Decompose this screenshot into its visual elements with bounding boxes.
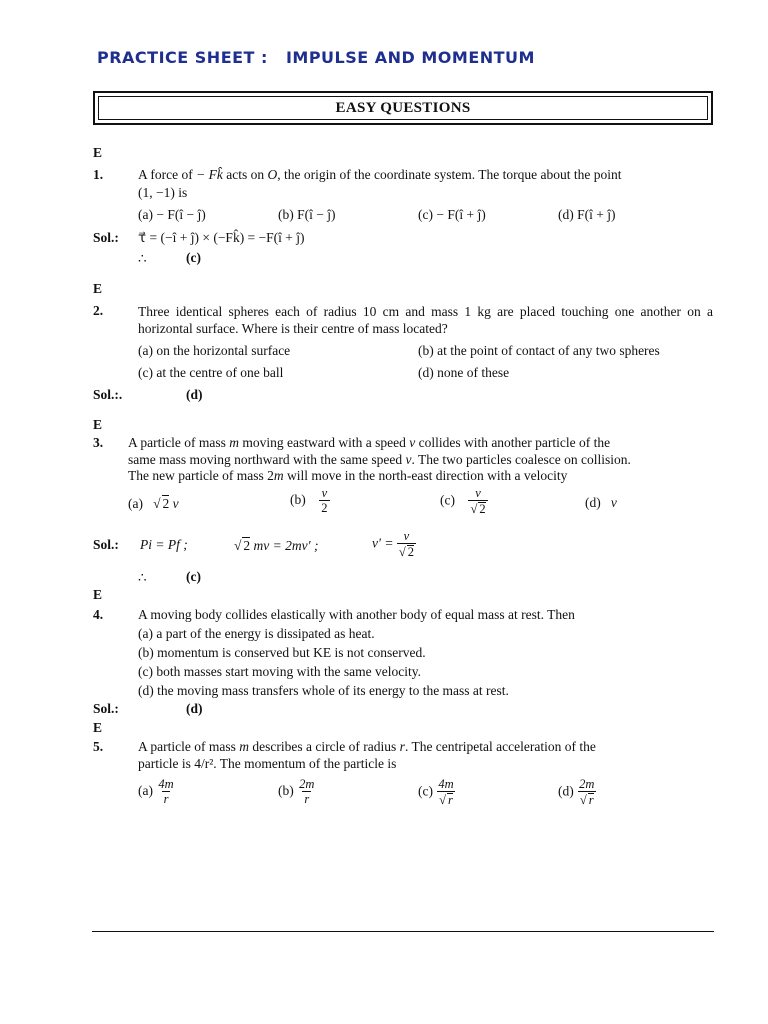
answer: (c) <box>186 569 201 584</box>
level-label: E <box>93 145 103 160</box>
section-title: EASY QUESTIONS <box>98 96 708 120</box>
option-d: (d) $\frac{2m}{√ r}$ <box>558 777 595 807</box>
question-text-line1: A particle of mass m describes a circle of radius r. The centripetal acceleration of the <box>138 739 596 754</box>
option-c: (c) both masses start moving with the same velocity. <box>138 664 421 679</box>
question-number: 2. <box>93 303 104 318</box>
page-title <box>97 48 535 67</box>
level-label: E <box>93 720 103 735</box>
question-number: 4. <box>93 607 104 622</box>
question-text: A moving body collides elastically with another body of equal mass at rest. Then <box>138 607 575 622</box>
option-c: (c) − F(î + ĵ) <box>418 207 486 222</box>
question-text-line2: (1, −1) is <box>138 185 188 200</box>
answer: (c) <box>186 250 201 265</box>
question-text: A force of − Fk̂ acts on O, the origin of the coordinate system. The torque about the point <box>138 167 622 182</box>
answer: (d) <box>186 701 203 716</box>
question-number: 3. <box>93 435 104 450</box>
option-b: (b) momentum is conserved but KE is not conserved. <box>138 645 426 660</box>
option-c: (c) at the centre of one ball <box>138 365 284 380</box>
question-text-line1: A particle of mass m moving eastward with a speed v collides with another particle of the <box>128 435 611 450</box>
question-text-line2: same mass moving northward with the same speed v. The two particles coalesce on collision. <box>128 452 631 467</box>
solution-equation-1: Pi = Pf ; <box>140 537 188 552</box>
footer-rule <box>92 931 714 932</box>
solution-label: Sol.: <box>93 537 119 552</box>
question-number: 1. <box>93 167 104 182</box>
question-number: 5. <box>93 739 104 754</box>
option-d: (d) F(î + ĵ) <box>558 207 616 222</box>
level-label: E <box>93 281 103 296</box>
therefore-symbol: ∴ <box>138 570 147 585</box>
question-text-line2: particle is 4/r². The momentum of the particle is <box>138 756 397 771</box>
question-text-line3: The new particle of mass 2m will move in the north-east direction with a velocity <box>128 468 568 483</box>
option-a: (a) − F(î − ĵ) <box>138 207 206 222</box>
option-a: (a) a part of the energy is dissipated as heat. <box>138 626 375 641</box>
option-b: (b) $\frac{2m}{r}$ <box>278 777 315 806</box>
level-label: E <box>93 417 103 432</box>
option-a: (a) on the horizontal surface <box>138 343 291 358</box>
question-text: Three identical spheres each of radius 10 cm and mass 1 kg are placed touching one another on a horizontal surface. Where is their centre of mass located? <box>138 304 713 336</box>
option-c: (c) $\frac{v}{√ 2}$ <box>440 486 486 516</box>
therefore-symbol: ∴ <box>138 251 147 266</box>
option-d: (d) the moving mass transfers whole of its energy to the mass at rest. <box>138 683 509 698</box>
solution-equation: τ⃗ = (−î + ĵ) × (−Fk̂) = −F(î + ĵ) <box>138 230 305 245</box>
section-banner <box>93 91 713 125</box>
solution-equation-3: v′ = $\frac{v}{√ 2}$ <box>372 529 414 559</box>
level-label: E <box>93 587 103 602</box>
answer: (d) <box>186 387 203 402</box>
solution-equation-2: √ 2 mv = 2mv′ ; <box>234 538 319 553</box>
option-b: (b) F(î − ĵ) <box>278 207 336 222</box>
title-part-1: PRACTICE SHEET : <box>97 48 268 67</box>
option-b: (b) $\frac{v}{2}$ <box>290 486 328 515</box>
option-a: (a) √ 2 v <box>128 496 179 511</box>
solution-label: Sol.: <box>93 701 119 716</box>
option-d: (d) v <box>585 495 617 510</box>
option-c: (c) $\frac{4m}{√ r}$ <box>418 777 454 807</box>
solution-label: Sol.:. <box>93 387 123 402</box>
option-b: (b) at the point of contact of any two spheres <box>418 343 660 358</box>
solution-label: Sol.: <box>93 230 119 245</box>
title-part-2: IMPULSE AND MOMENTUM <box>285 48 535 67</box>
option-a: (a) $\frac{4m}{r}$ <box>138 777 174 806</box>
option-d: (d) none of these <box>418 365 510 380</box>
